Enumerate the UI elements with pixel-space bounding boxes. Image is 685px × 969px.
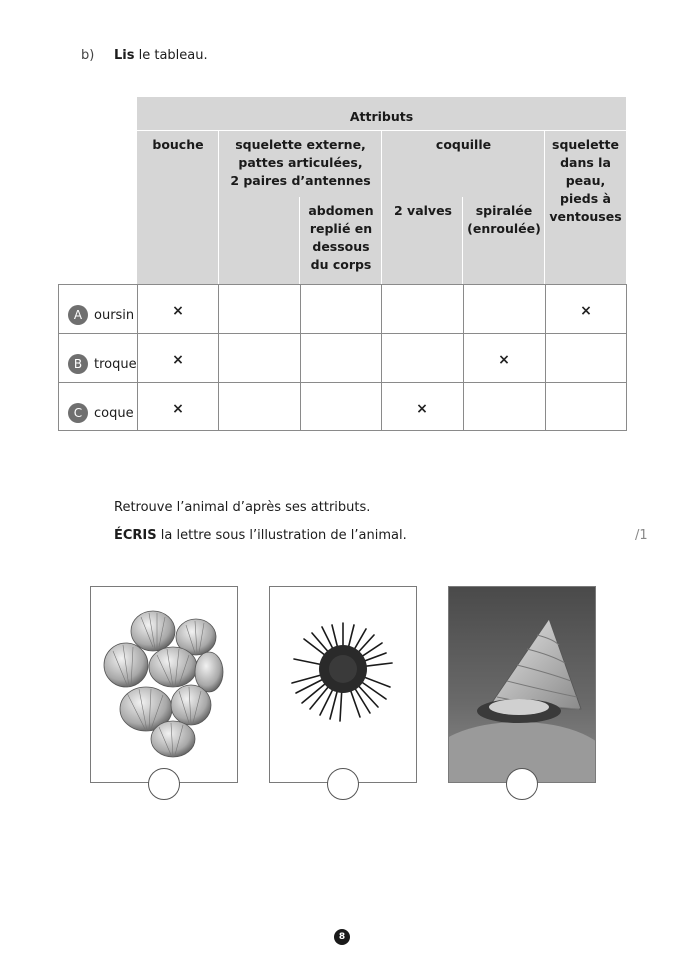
row-badge-a: A xyxy=(68,305,88,325)
question-text xyxy=(114,48,208,63)
mark-coque-2-valves: × xyxy=(416,401,428,417)
answer-circle-3[interactable] xyxy=(506,768,538,800)
row-badge-c: C xyxy=(68,403,88,423)
image-card-coques xyxy=(90,586,238,783)
image-card-oursin xyxy=(269,586,417,783)
mark-oursin-squelette-peau: × xyxy=(580,303,592,319)
header-squelette-externe: squelette externe, pattes articulées, 2 paires d’antennes xyxy=(230,137,371,188)
row-label-oursin xyxy=(68,304,134,326)
mark-troque-bouche: × xyxy=(172,352,184,368)
score-label: /1 xyxy=(635,528,648,543)
header-coquille: coquille xyxy=(435,137,492,152)
header-2-valves: 2 valves xyxy=(394,203,452,218)
page-number: 8 xyxy=(334,929,350,945)
row-label-coque xyxy=(68,402,134,424)
row-name-coque: coque xyxy=(94,405,134,421)
header-bouche: bouche xyxy=(152,137,204,152)
top-shell-illustration xyxy=(449,587,595,782)
answer-circle-2[interactable] xyxy=(327,768,359,800)
header-squelette-peau: squelette dans la peau, pieds à ventouses xyxy=(549,137,622,224)
instruction-verb: ÉCRIS xyxy=(114,528,157,543)
image-card-troque xyxy=(448,586,596,783)
sea-urchin-illustration xyxy=(270,587,416,782)
mark-coque-bouche: × xyxy=(172,401,184,417)
row-label-troque xyxy=(68,353,137,375)
instruction-line-1: Retrouve l’animal d’après ses attributs. xyxy=(114,500,371,515)
row-name-oursin: oursin xyxy=(94,307,135,323)
cockle-shells-illustration xyxy=(91,587,237,782)
instruction-rest: la lettre sous l’illustration de l’animal. xyxy=(156,528,407,543)
mark-oursin-bouche: × xyxy=(172,303,184,319)
mark-troque-spiralee: × xyxy=(498,352,510,368)
answer-circle-1[interactable] xyxy=(148,768,180,800)
header-abdomen: abdomen replié en dessous du corps xyxy=(308,203,374,272)
row-badge-b: B xyxy=(68,354,88,374)
header-attributs: Attributs xyxy=(349,109,414,124)
row-name-troque: troque xyxy=(94,356,137,372)
header-spiralee: spiralée (enroulée) xyxy=(467,203,541,236)
instruction-line-2 xyxy=(114,528,407,543)
question-verb: Lis xyxy=(114,48,135,63)
question-letter: b) xyxy=(81,48,95,63)
question-rest: le tableau. xyxy=(134,48,208,63)
